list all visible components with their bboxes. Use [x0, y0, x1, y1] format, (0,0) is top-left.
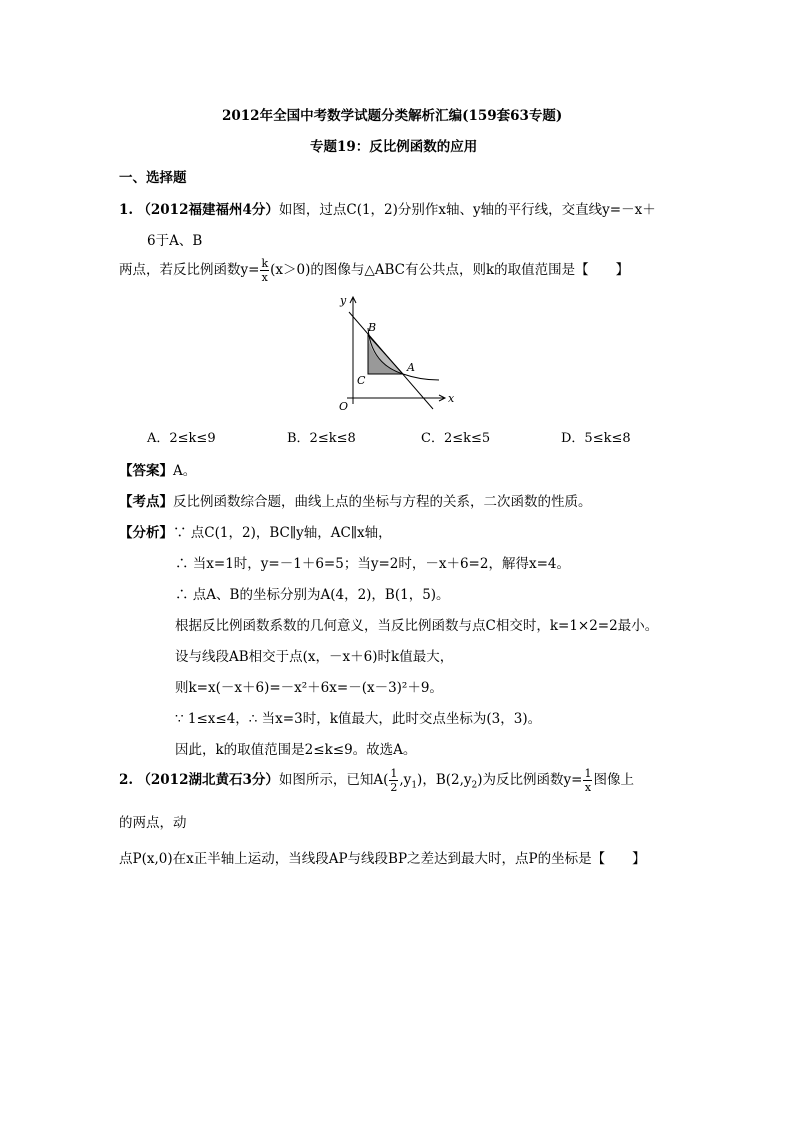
q1-point	[119, 490, 592, 510]
q1-choice-a: A．2≤k≤9	[147, 431, 216, 446]
q1-analysis-3: 根据反比例函数系数的几何意义，当反比例函数与点C相交时，k=1×2=2最小。	[175, 618, 659, 634]
fig-label-x: x	[448, 392, 455, 405]
q2-frac-f-den: x	[584, 781, 592, 794]
q1-answer-label: 【答案】	[119, 463, 173, 479]
page-title: 2012年全国中考数学试题分类解析汇编(159套63专题)	[222, 108, 563, 124]
q2-stem-b: ,y	[399, 772, 412, 788]
q2-number: 2.	[119, 772, 134, 788]
section-heading: 一、选择题	[119, 170, 187, 186]
q1-frac-num: k	[261, 257, 269, 270]
q1-answer-text: A。	[173, 463, 197, 479]
fig-label-b: B	[368, 321, 377, 334]
q1-analysis-6: ∵ 1≤x≤4，∴ 当x=3时，k值最大，此时交点坐标为(3，3)。	[175, 711, 542, 727]
q2-stem-a: 如图所示，已知A(	[278, 772, 389, 788]
q2-frac-a-num: 1	[390, 767, 398, 780]
q1-point-text: 反比例函数综合题，曲线上点的坐标与方程的关系，二次函数的性质。	[173, 494, 592, 510]
q2-stem-d: )为反比例函数y=	[477, 772, 583, 788]
q2-source: （2012湖北黄石3分）	[137, 772, 279, 788]
q1-analysis-1: ∴ 当x=1时，y=－1＋6=5；当y=2时，－x＋6=2，解得x=4。	[175, 556, 570, 572]
q1-source: （2012福建福州4分）	[137, 202, 279, 218]
q1-analysis-2: ∴ 点A、B的坐标分别为A(4，2)，B(1，5)。	[175, 587, 450, 603]
fig-label-c: C	[357, 374, 366, 387]
q2-frac-f	[583, 768, 592, 793]
fig-label-o: O	[339, 400, 349, 413]
q2-frac-a-den: 2	[390, 781, 398, 794]
q1-stem-line2: 6于A、B	[147, 233, 203, 249]
q1-stem-line3	[119, 258, 629, 283]
q1-stem-text3b: (x＞0)的图像与△ABC有公共点，则k的取值范围是【 】	[270, 262, 630, 278]
q1-analysis-label: 【分析】	[119, 525, 173, 541]
q1-choice-b: B．2≤k≤8	[287, 431, 356, 446]
q1-point-label: 【考点】	[119, 494, 173, 510]
q1-analysis-4: 设与线段AB相交于点(x，－x＋6)时k值最大，	[175, 649, 454, 665]
q2-stem-line3: 点P(x,0)在x正半轴上运动，当线段AP与线段BP之差达到最大时，点P的坐标是【 】	[119, 851, 646, 867]
q1-stem-line1	[119, 198, 656, 218]
q1-choice-d: D．5≤k≤8	[561, 431, 631, 446]
fig-label-a: A	[407, 361, 415, 374]
q1-frac-den: x	[261, 271, 268, 284]
q1-stem-text1: 如图，过点C(1，2)分别作x轴、y轴的平行线，交直线y=－x＋	[278, 202, 656, 218]
q1-stem-text3a: 两点，若反比例函数y=	[119, 262, 260, 278]
q1-fraction	[260, 258, 269, 283]
q1-analysis-0	[119, 521, 392, 541]
fig-label-y: y	[340, 294, 347, 307]
q1-number: 1.	[119, 202, 134, 218]
q2-frac-a	[389, 768, 398, 793]
q2-stem-e: 图像上	[593, 772, 634, 788]
q1-analysis-text-0: ∵ 点C(1，2)，BC∥y轴，AC∥x轴，	[173, 525, 392, 541]
q1-analysis-7: 因此，k的取值范围是2≤k≤9。故选A。	[175, 742, 417, 758]
q1-analysis-5: 则k=x(－x＋6)=－x²＋6x=－(x－3)²＋9。	[175, 680, 443, 696]
q2-stem-line1	[119, 768, 634, 793]
q2-stem-line2: 的两点，动	[119, 815, 187, 831]
q1-choice-c: C．2≤k≤5	[421, 431, 491, 446]
q2-sub1: 1	[411, 780, 418, 791]
q1-answer	[119, 459, 196, 479]
q2-frac-f-num: 1	[584, 767, 592, 780]
q2-stem-c: )，B(2,y	[417, 772, 472, 788]
q2-sub2: 2	[471, 780, 478, 791]
q1-figure	[335, 294, 465, 414]
page-subtitle: 专题19：反比例函数的应用	[310, 139, 478, 155]
